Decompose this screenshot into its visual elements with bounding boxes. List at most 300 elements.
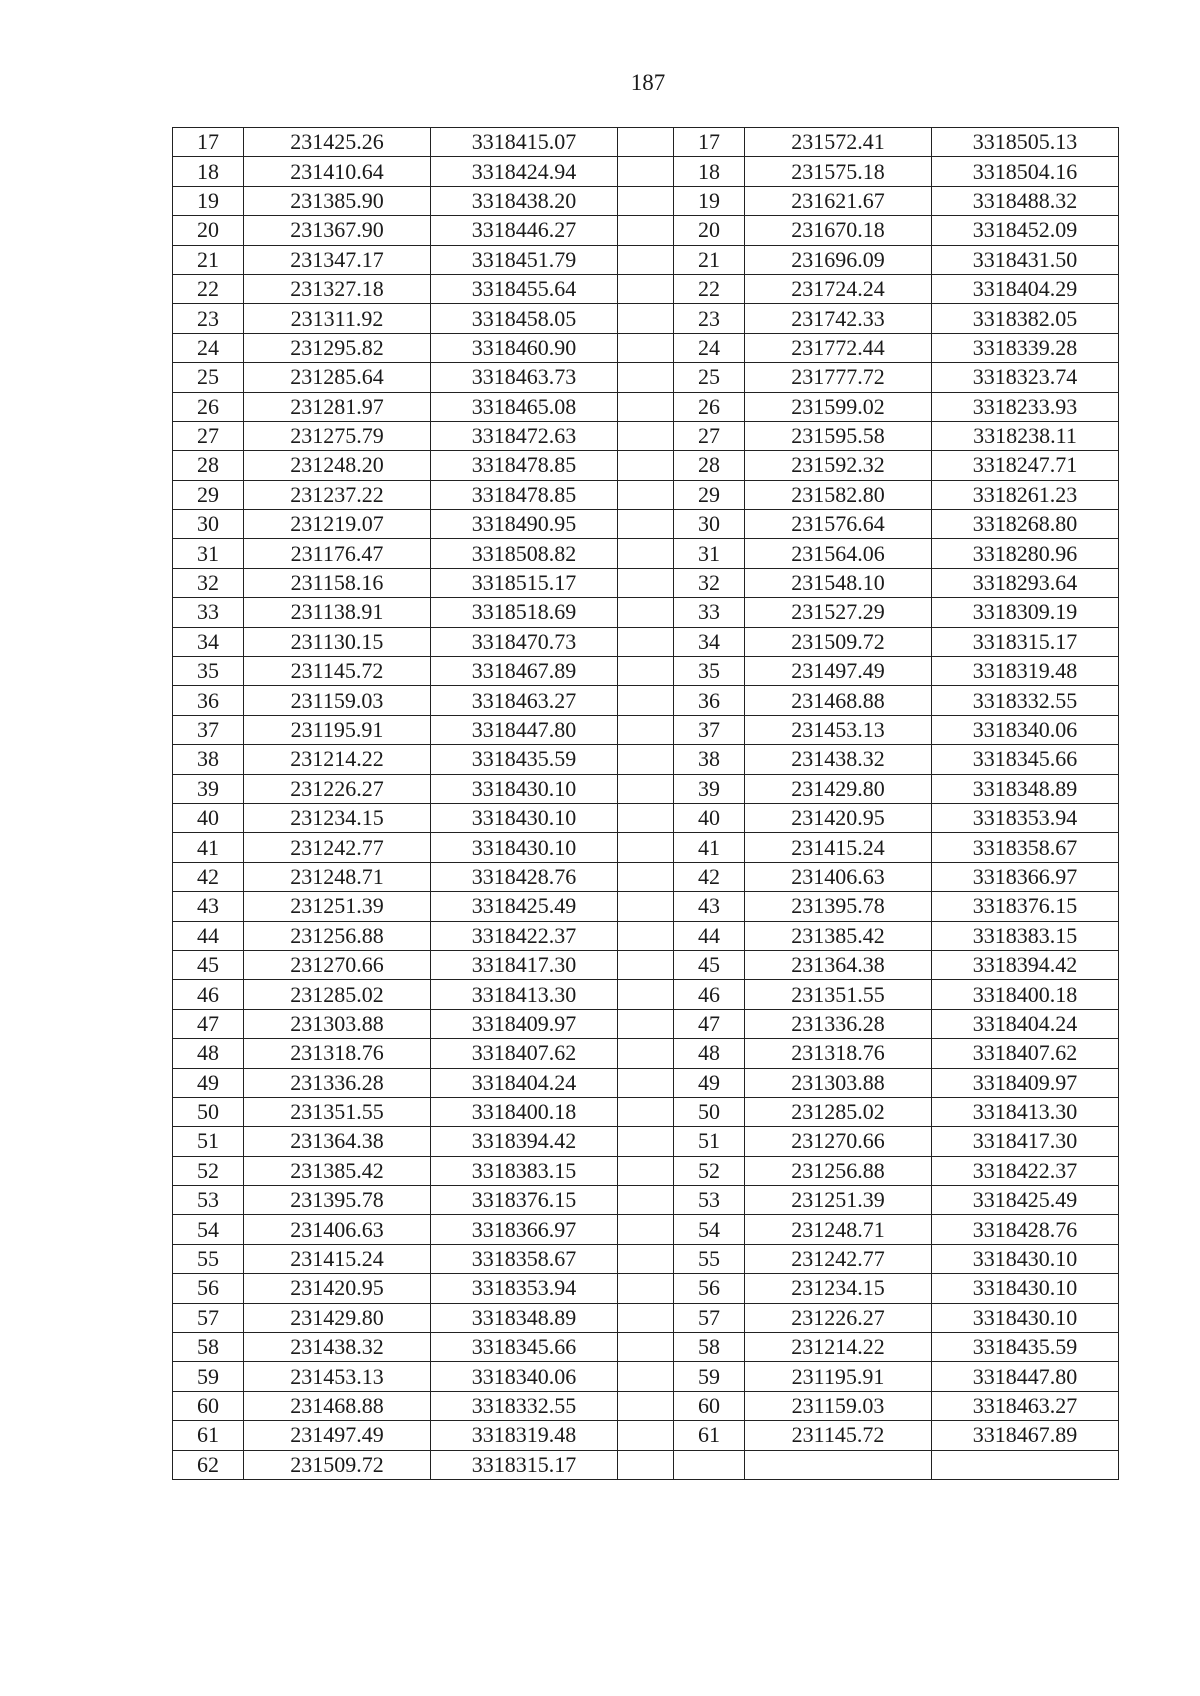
left-y-coordinate: 3318415.07 [431, 128, 618, 157]
table-row [173, 216, 1119, 245]
left-y-coordinate: 3318508.82 [431, 539, 618, 568]
left-point-number: 31 [173, 539, 244, 568]
left-x-coordinate: 231429.80 [244, 1303, 431, 1332]
right-point-number: 30 [674, 510, 745, 539]
right-point-number: 35 [674, 657, 745, 686]
left-y-coordinate: 3318332.55 [431, 1391, 618, 1420]
left-y-coordinate: 3318446.27 [431, 216, 618, 245]
left-point-number: 19 [173, 186, 244, 215]
right-y-coordinate: 3318366.97 [932, 862, 1119, 891]
table-row [173, 803, 1119, 832]
left-x-coordinate: 231318.76 [244, 1039, 431, 1068]
right-x-coordinate: 231595.58 [745, 421, 932, 450]
right-x-coordinate: 231696.09 [745, 245, 932, 274]
right-x-coordinate: 231303.88 [745, 1068, 932, 1097]
right-x-coordinate: 231145.72 [745, 1421, 932, 1450]
right-point-number: 20 [674, 216, 745, 245]
right-x-coordinate: 231527.29 [745, 598, 932, 627]
right-y-coordinate: 3318488.32 [932, 186, 1119, 215]
right-y-coordinate: 3318463.27 [932, 1391, 1119, 1420]
left-point-number: 61 [173, 1421, 244, 1450]
left-y-coordinate: 3318490.95 [431, 510, 618, 539]
column-gap [618, 1274, 674, 1303]
right-y-coordinate: 3318428.76 [932, 1215, 1119, 1244]
right-x-coordinate: 231256.88 [745, 1156, 932, 1185]
table-row [173, 862, 1119, 891]
left-y-coordinate: 3318515.17 [431, 568, 618, 597]
table-row [173, 304, 1119, 333]
right-y-coordinate: 3318345.66 [932, 745, 1119, 774]
right-y-coordinate: 3318435.59 [932, 1333, 1119, 1362]
right-point-number: 19 [674, 186, 745, 215]
table-row [173, 274, 1119, 303]
column-gap [618, 598, 674, 627]
right-point-number: 47 [674, 1009, 745, 1038]
column-gap [618, 304, 674, 333]
table-row [173, 568, 1119, 597]
column-gap [618, 245, 674, 274]
right-x-coordinate: 231453.13 [745, 715, 932, 744]
table-row [173, 1391, 1119, 1420]
right-x-coordinate: 231572.41 [745, 128, 932, 157]
right-y-coordinate: 3318404.29 [932, 274, 1119, 303]
left-point-number: 52 [173, 1156, 244, 1185]
column-gap [618, 1421, 674, 1450]
right-y-coordinate: 3318430.10 [932, 1274, 1119, 1303]
right-x-coordinate [745, 1450, 932, 1479]
left-point-number: 21 [173, 245, 244, 274]
table-row [173, 363, 1119, 392]
left-point-number: 50 [173, 1097, 244, 1126]
left-point-number: 62 [173, 1450, 244, 1479]
right-point-number: 57 [674, 1303, 745, 1332]
left-x-coordinate: 231468.88 [244, 1391, 431, 1420]
left-y-coordinate: 3318430.10 [431, 774, 618, 803]
left-x-coordinate: 231234.15 [244, 803, 431, 832]
right-point-number: 32 [674, 568, 745, 597]
left-point-number: 56 [173, 1274, 244, 1303]
column-gap [618, 1186, 674, 1215]
right-y-coordinate: 3318430.10 [932, 1244, 1119, 1273]
left-point-number: 42 [173, 862, 244, 891]
right-point-number: 26 [674, 392, 745, 421]
left-point-number: 36 [173, 686, 244, 715]
left-y-coordinate: 3318319.48 [431, 1421, 618, 1450]
column-gap [618, 333, 674, 362]
right-x-coordinate: 231415.24 [745, 833, 932, 862]
column-gap [618, 216, 674, 245]
column-gap [618, 1009, 674, 1038]
right-x-coordinate: 231242.77 [745, 1244, 932, 1273]
table-row [173, 1156, 1119, 1185]
right-point-number: 36 [674, 686, 745, 715]
left-x-coordinate: 231420.95 [244, 1274, 431, 1303]
column-gap [618, 186, 674, 215]
left-x-coordinate: 231347.17 [244, 245, 431, 274]
right-y-coordinate: 3318413.30 [932, 1097, 1119, 1126]
table-row [173, 627, 1119, 656]
left-x-coordinate: 231275.79 [244, 421, 431, 450]
column-gap [618, 1244, 674, 1273]
right-x-coordinate: 231599.02 [745, 392, 932, 421]
left-point-number: 24 [173, 333, 244, 362]
left-x-coordinate: 231385.90 [244, 186, 431, 215]
left-x-coordinate: 231497.49 [244, 1421, 431, 1450]
right-y-coordinate: 3318309.19 [932, 598, 1119, 627]
left-y-coordinate: 3318345.66 [431, 1333, 618, 1362]
left-x-coordinate: 231256.88 [244, 921, 431, 950]
left-x-coordinate: 231327.18 [244, 274, 431, 303]
table-row [173, 157, 1119, 186]
right-x-coordinate: 231351.55 [745, 980, 932, 1009]
right-point-number: 41 [674, 833, 745, 862]
left-x-coordinate: 231270.66 [244, 950, 431, 979]
column-gap [618, 451, 674, 480]
left-point-number: 37 [173, 715, 244, 744]
table-row [173, 333, 1119, 362]
right-y-coordinate: 3318376.15 [932, 892, 1119, 921]
left-point-number: 47 [173, 1009, 244, 1038]
right-point-number: 43 [674, 892, 745, 921]
left-x-coordinate: 231251.39 [244, 892, 431, 921]
right-x-coordinate: 231575.18 [745, 157, 932, 186]
right-y-coordinate: 3318247.71 [932, 451, 1119, 480]
table-row [173, 1362, 1119, 1391]
right-y-coordinate: 3318422.37 [932, 1156, 1119, 1185]
right-y-coordinate: 3318233.93 [932, 392, 1119, 421]
right-x-coordinate: 231214.22 [745, 1333, 932, 1362]
table-row [173, 245, 1119, 274]
left-y-coordinate: 3318407.62 [431, 1039, 618, 1068]
right-x-coordinate: 231548.10 [745, 568, 932, 597]
left-y-coordinate: 3318518.69 [431, 598, 618, 627]
table-row [173, 1009, 1119, 1038]
left-point-number: 29 [173, 480, 244, 509]
right-point-number [674, 1450, 745, 1479]
table-row [173, 1274, 1119, 1303]
left-point-number: 58 [173, 1333, 244, 1362]
right-point-number: 25 [674, 363, 745, 392]
left-y-coordinate: 3318463.73 [431, 363, 618, 392]
right-x-coordinate: 231226.27 [745, 1303, 932, 1332]
right-y-coordinate: 3318417.30 [932, 1127, 1119, 1156]
column-gap [618, 363, 674, 392]
column-gap [618, 480, 674, 509]
table-row [173, 128, 1119, 157]
left-x-coordinate: 231453.13 [244, 1362, 431, 1391]
right-point-number: 28 [674, 451, 745, 480]
column-gap [618, 1097, 674, 1126]
coordinate-table-body [173, 128, 1119, 1480]
left-x-coordinate: 231303.88 [244, 1009, 431, 1038]
left-y-coordinate: 3318340.06 [431, 1362, 618, 1391]
right-point-number: 23 [674, 304, 745, 333]
table-row [173, 921, 1119, 950]
right-point-number: 27 [674, 421, 745, 450]
left-point-number: 40 [173, 803, 244, 832]
left-y-coordinate: 3318460.90 [431, 333, 618, 362]
column-gap [618, 539, 674, 568]
left-y-coordinate: 3318451.79 [431, 245, 618, 274]
right-y-coordinate: 3318447.80 [932, 1362, 1119, 1391]
left-x-coordinate: 231285.64 [244, 363, 431, 392]
right-point-number: 49 [674, 1068, 745, 1097]
left-y-coordinate: 3318425.49 [431, 892, 618, 921]
right-x-coordinate: 231420.95 [745, 803, 932, 832]
left-point-number: 33 [173, 598, 244, 627]
right-x-coordinate: 231468.88 [745, 686, 932, 715]
table-row [173, 1244, 1119, 1273]
right-x-coordinate: 231592.32 [745, 451, 932, 480]
left-point-number: 51 [173, 1127, 244, 1156]
right-point-number: 50 [674, 1097, 745, 1126]
right-point-number: 51 [674, 1127, 745, 1156]
left-x-coordinate: 231406.63 [244, 1215, 431, 1244]
left-y-coordinate: 3318315.17 [431, 1450, 618, 1479]
left-point-number: 35 [173, 657, 244, 686]
left-x-coordinate: 231248.20 [244, 451, 431, 480]
left-point-number: 25 [173, 363, 244, 392]
right-point-number: 17 [674, 128, 745, 157]
right-point-number: 29 [674, 480, 745, 509]
left-point-number: 34 [173, 627, 244, 656]
column-gap [618, 686, 674, 715]
right-y-coordinate: 3318339.28 [932, 333, 1119, 362]
right-y-coordinate: 3318348.89 [932, 774, 1119, 803]
column-gap [618, 892, 674, 921]
left-y-coordinate: 3318472.63 [431, 421, 618, 450]
right-y-coordinate: 3318400.18 [932, 980, 1119, 1009]
right-y-coordinate: 3318332.55 [932, 686, 1119, 715]
right-point-number: 24 [674, 333, 745, 362]
left-point-number: 32 [173, 568, 244, 597]
table-row [173, 657, 1119, 686]
left-point-number: 46 [173, 980, 244, 1009]
table-row [173, 715, 1119, 744]
column-gap [618, 1127, 674, 1156]
left-y-coordinate: 3318435.59 [431, 745, 618, 774]
right-x-coordinate: 231248.71 [745, 1215, 932, 1244]
column-gap [618, 128, 674, 157]
right-x-coordinate: 231742.33 [745, 304, 932, 333]
left-y-coordinate: 3318455.64 [431, 274, 618, 303]
right-point-number: 46 [674, 980, 745, 1009]
right-point-number: 61 [674, 1421, 745, 1450]
left-x-coordinate: 231159.03 [244, 686, 431, 715]
left-y-coordinate: 3318404.24 [431, 1068, 618, 1097]
left-y-coordinate: 3318430.10 [431, 803, 618, 832]
page-number: 187 [630, 70, 666, 95]
left-y-coordinate: 3318366.97 [431, 1215, 618, 1244]
table-row [173, 1068, 1119, 1097]
left-y-coordinate: 3318424.94 [431, 157, 618, 186]
right-point-number: 34 [674, 627, 745, 656]
left-y-coordinate: 3318467.89 [431, 657, 618, 686]
right-y-coordinate: 3318430.10 [932, 1303, 1119, 1332]
table-row [173, 686, 1119, 715]
table-row [173, 1215, 1119, 1244]
right-x-coordinate: 231318.76 [745, 1039, 932, 1068]
left-point-number: 39 [173, 774, 244, 803]
right-x-coordinate: 231395.78 [745, 892, 932, 921]
right-point-number: 22 [674, 274, 745, 303]
left-point-number: 43 [173, 892, 244, 921]
right-y-coordinate: 3318340.06 [932, 715, 1119, 744]
left-point-number: 44 [173, 921, 244, 950]
left-x-coordinate: 231336.28 [244, 1068, 431, 1097]
left-x-coordinate: 231214.22 [244, 745, 431, 774]
right-y-coordinate: 3318353.94 [932, 803, 1119, 832]
right-x-coordinate: 231159.03 [745, 1391, 932, 1420]
table-row [173, 1421, 1119, 1450]
right-point-number: 45 [674, 950, 745, 979]
right-x-coordinate: 231336.28 [745, 1009, 932, 1038]
column-gap [618, 1215, 674, 1244]
column-gap [618, 1450, 674, 1479]
column-gap [618, 803, 674, 832]
right-point-number: 18 [674, 157, 745, 186]
left-x-coordinate: 231138.91 [244, 598, 431, 627]
table-row [173, 950, 1119, 979]
table-row [173, 451, 1119, 480]
right-point-number: 56 [674, 1274, 745, 1303]
table-row [173, 1450, 1119, 1479]
left-x-coordinate: 231410.64 [244, 157, 431, 186]
right-x-coordinate: 231772.44 [745, 333, 932, 362]
left-y-coordinate: 3318458.05 [431, 304, 618, 333]
right-y-coordinate: 3318268.80 [932, 510, 1119, 539]
left-x-coordinate: 231311.92 [244, 304, 431, 333]
right-point-number: 58 [674, 1333, 745, 1362]
left-point-number: 17 [173, 128, 244, 157]
column-gap [618, 862, 674, 891]
right-y-coordinate: 3318504.16 [932, 157, 1119, 186]
left-y-coordinate: 3318353.94 [431, 1274, 618, 1303]
column-gap [618, 421, 674, 450]
left-x-coordinate: 231248.71 [244, 862, 431, 891]
right-point-number: 21 [674, 245, 745, 274]
column-gap [618, 715, 674, 744]
left-point-number: 59 [173, 1362, 244, 1391]
left-point-number: 54 [173, 1215, 244, 1244]
right-y-coordinate: 3318404.24 [932, 1009, 1119, 1038]
table-row [173, 510, 1119, 539]
left-y-coordinate: 3318400.18 [431, 1097, 618, 1126]
left-y-coordinate: 3318465.08 [431, 392, 618, 421]
right-point-number: 59 [674, 1362, 745, 1391]
right-y-coordinate: 3318238.11 [932, 421, 1119, 450]
right-x-coordinate: 231364.38 [745, 950, 932, 979]
left-x-coordinate: 231285.02 [244, 980, 431, 1009]
table-row [173, 186, 1119, 215]
right-x-coordinate: 231564.06 [745, 539, 932, 568]
right-x-coordinate: 231509.72 [745, 627, 932, 656]
right-y-coordinate: 3318323.74 [932, 363, 1119, 392]
left-x-coordinate: 231438.32 [244, 1333, 431, 1362]
right-x-coordinate: 231385.42 [745, 921, 932, 950]
left-x-coordinate: 231237.22 [244, 480, 431, 509]
right-x-coordinate: 231724.24 [745, 274, 932, 303]
table-row [173, 421, 1119, 450]
table-row [173, 598, 1119, 627]
left-x-coordinate: 231395.78 [244, 1186, 431, 1215]
right-y-coordinate: 3318280.96 [932, 539, 1119, 568]
right-point-number: 54 [674, 1215, 745, 1244]
right-y-coordinate: 3318315.17 [932, 627, 1119, 656]
table-row [173, 480, 1119, 509]
left-point-number: 27 [173, 421, 244, 450]
table-row [173, 1333, 1119, 1362]
column-gap [618, 921, 674, 950]
right-x-coordinate: 231195.91 [745, 1362, 932, 1391]
left-point-number: 48 [173, 1039, 244, 1068]
right-y-coordinate: 3318394.42 [932, 950, 1119, 979]
column-gap [618, 1391, 674, 1420]
right-y-coordinate: 3318407.62 [932, 1039, 1119, 1068]
left-x-coordinate: 231176.47 [244, 539, 431, 568]
column-gap [618, 510, 674, 539]
left-y-coordinate: 3318348.89 [431, 1303, 618, 1332]
column-gap [618, 157, 674, 186]
left-point-number: 41 [173, 833, 244, 862]
right-x-coordinate: 231406.63 [745, 862, 932, 891]
left-point-number: 28 [173, 451, 244, 480]
table-row [173, 745, 1119, 774]
left-x-coordinate: 231281.97 [244, 392, 431, 421]
right-point-number: 60 [674, 1391, 745, 1420]
table-row [173, 1127, 1119, 1156]
right-point-number: 55 [674, 1244, 745, 1273]
left-point-number: 18 [173, 157, 244, 186]
coordinate-table [172, 127, 1119, 1480]
right-y-coordinate: 3318358.67 [932, 833, 1119, 862]
left-point-number: 38 [173, 745, 244, 774]
right-y-coordinate: 3318382.05 [932, 304, 1119, 333]
left-x-coordinate: 231364.38 [244, 1127, 431, 1156]
column-gap [618, 392, 674, 421]
right-x-coordinate: 231670.18 [745, 216, 932, 245]
column-gap [618, 1333, 674, 1362]
left-x-coordinate: 231385.42 [244, 1156, 431, 1185]
table-row [173, 539, 1119, 568]
right-point-number: 39 [674, 774, 745, 803]
table-row [173, 1039, 1119, 1068]
left-x-coordinate: 231415.24 [244, 1244, 431, 1273]
left-x-coordinate: 231242.77 [244, 833, 431, 862]
left-y-coordinate: 3318478.85 [431, 480, 618, 509]
right-point-number: 52 [674, 1156, 745, 1185]
left-x-coordinate: 231195.91 [244, 715, 431, 744]
left-point-number: 30 [173, 510, 244, 539]
right-point-number: 31 [674, 539, 745, 568]
right-point-number: 42 [674, 862, 745, 891]
left-point-number: 22 [173, 274, 244, 303]
table-row [173, 980, 1119, 1009]
right-x-coordinate: 231576.64 [745, 510, 932, 539]
table-row [173, 392, 1119, 421]
left-y-coordinate: 3318447.80 [431, 715, 618, 744]
left-y-coordinate: 3318376.15 [431, 1186, 618, 1215]
left-y-coordinate: 3318417.30 [431, 950, 618, 979]
right-y-coordinate: 3318452.09 [932, 216, 1119, 245]
table-row [173, 1097, 1119, 1126]
right-y-coordinate: 3318431.50 [932, 245, 1119, 274]
column-gap [618, 1039, 674, 1068]
left-y-coordinate: 3318358.67 [431, 1244, 618, 1273]
column-gap [618, 1068, 674, 1097]
left-y-coordinate: 3318422.37 [431, 921, 618, 950]
right-y-coordinate: 3318293.64 [932, 568, 1119, 597]
